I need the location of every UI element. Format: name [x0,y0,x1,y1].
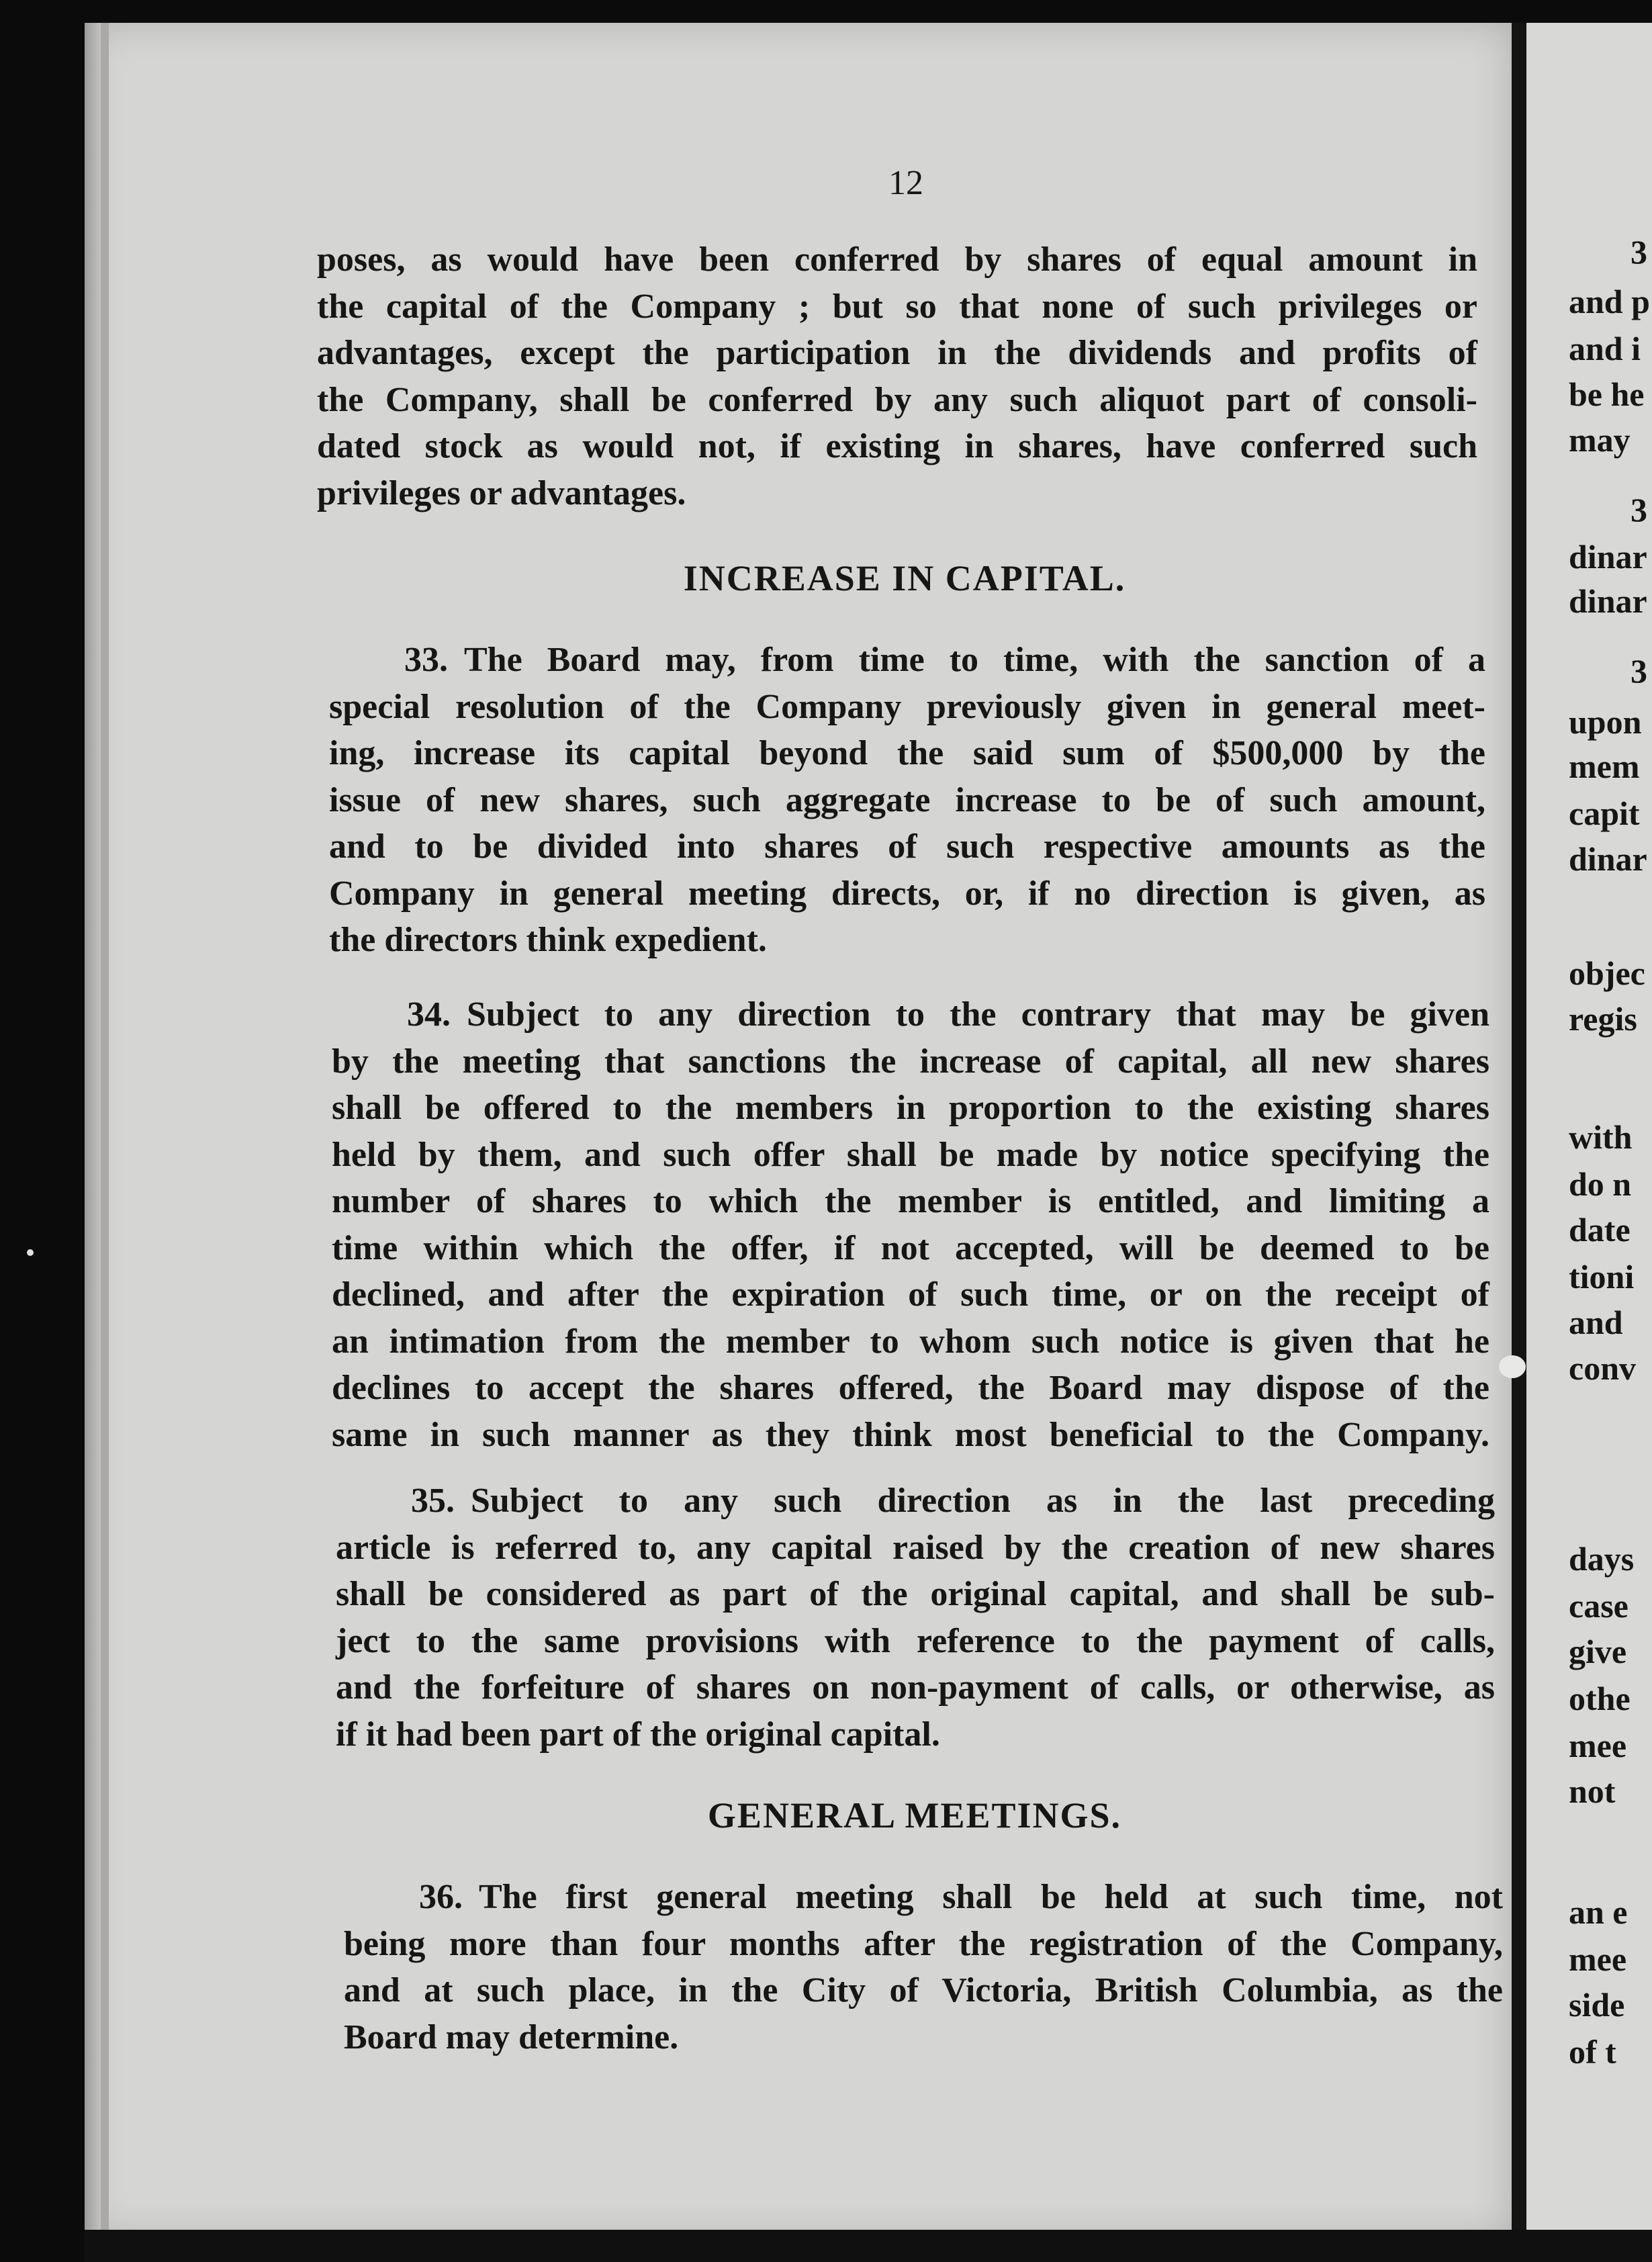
article-number: 35. [411,1482,455,1520]
text-line-content: Subject to any direction to the contrary that may be given [467,995,1489,1034]
text-line: special resolution of the Company previously given in general meet- [329,687,1485,726]
right-page-fragment: with [1569,1118,1633,1156]
text-line: declined, and after the expiration of such time, or on the receipt of [332,1275,1489,1314]
text-line: shall be considered as part of the original capital, and shall be sub- [336,1575,1495,1613]
right-page-fragment: date [1569,1211,1631,1249]
right-page-fragment: dinar [1569,840,1647,878]
text-line: shall be offered to the members in proportion to the existing shares [332,1089,1489,1127]
text-line: Board may determine. [344,2018,679,2056]
text-line: and at such place, in the City of Victoria, British Columbia, as the [344,1971,1503,2009]
text-line-first [344,1874,1503,1921]
text-line: and to be divided into shares of such respective amounts as the [329,827,1485,866]
book-gutter [1512,23,1526,2239]
right-page-fragment: and i [1569,330,1641,367]
text-line: if it had been part of the original capital. [336,1715,940,1754]
right-page-fragment: and [1569,1304,1623,1341]
page-bottom-shadow [85,2230,1652,2262]
right-page-fragment: upon [1569,703,1642,741]
right-page-fragment: side [1569,1986,1625,2024]
right-page-fragment: days [1569,1540,1635,1578]
right-page-fragment: 3 [1631,652,1647,690]
text-line: an intimation from the member to whom such notice is given that he [332,1322,1489,1361]
text-line: held by them, and such offer shall be made by notice specifying the [332,1135,1489,1174]
page-number: 12 [888,164,923,202]
article-number: 33. [404,641,448,679]
paragraph-continuation [317,236,1477,516]
text-line-first [336,1478,1495,1525]
article-34 [332,991,1489,1458]
section-heading-increase-in-capital: INCREASE IN CAPITAL. [683,558,1126,598]
page-edge-shadow-inner [101,23,109,2239]
article-36 [344,1874,1503,2061]
article-33 [329,637,1485,964]
right-page-fragment: 3 [1631,233,1647,271]
scan-speck [1499,1355,1526,1378]
text-line: ject to the same provisions with reference to the payment of calls, [336,1621,1495,1660]
text-line: declines to accept the shares offered, the Board may dispose of the [332,1369,1489,1407]
text-line: dated stock as would not, if existing in shares, have conferred such [317,427,1477,465]
text-line: the Company, shall be conferred by any such aliquot part of consoli- [317,380,1477,419]
right-page-fragment: conv [1569,1349,1636,1387]
right-page-fragment: othe [1569,1680,1631,1717]
text-line-content: The first general meeting shall be held at such time, not [479,1878,1503,1916]
text-line: the capital of the Company ; but so that none of such privileges or [317,287,1477,326]
right-page-fragment: may [1569,421,1631,459]
right-page-fragment: case [1569,1587,1628,1625]
text-line: by the meeting that sanctions the increase of capital, all new shares [332,1042,1489,1081]
section-heading-general-meetings: GENERAL MEETINGS. [707,1795,1122,1836]
text-line: article is referred to, any capital raised by the creation of new shares [336,1528,1495,1567]
text-line: advantages, except the participation in the dividends and profits of [317,334,1477,372]
text-line: same in such manner as they think most beneficial to the Company. [332,1415,1489,1454]
text-line: the directors think expedient. [329,921,767,959]
text-line: number of shares to which the member is entitled, and limiting a [332,1182,1489,1220]
text-line: privileges or advantages. [317,473,686,512]
text-line: time within which the offer, if not accepted, will be deemed to be [332,1228,1489,1267]
article-35 [336,1478,1495,1758]
right-page-fragment: and p [1569,283,1650,320]
text-line-first [329,637,1485,684]
right-page-fragment: mem [1569,748,1640,785]
article-number: 34. [407,995,451,1034]
text-line: issue of new shares, such aggregate increase to be of such amount, [329,780,1485,819]
right-page-fragment: 3 [1631,491,1647,529]
right-page-fragment: capit [1569,795,1640,832]
article-number: 36. [419,1878,463,1916]
right-page-fragment: tioni [1569,1258,1635,1296]
right-page-fragment: be he [1569,375,1645,413]
right-page-fragment: not [1569,1772,1616,1810]
right-page-fragment: give [1569,1633,1627,1670]
right-page-fragment: do n [1569,1165,1632,1203]
text-line-content: Subject to any such direction as in the last preceding [471,1482,1495,1520]
right-page-fragment: objec [1569,954,1645,992]
text-line: ing, increase its capital beyond the said sum of $500,000 by the [329,734,1485,772]
scan-speck [27,1249,34,1256]
right-page-fragment: mee [1569,1940,1627,1978]
text-line: and the forfeiture of shares on non-payment of calls, or otherwise, as [336,1668,1495,1707]
text-line-content: The Board may, from time to time, with the sanction of a [464,641,1485,679]
right-page-fragment: dinar [1569,582,1647,620]
right-page-fragment: dinar [1569,538,1647,576]
right-page-fragment: regis [1569,1000,1637,1038]
right-page-fragment: mee [1569,1727,1627,1764]
text-line: poses, as would have been conferred by shares of equal amount in [317,240,1477,279]
text-line-first [332,991,1489,1038]
right-page-fragment: an e [1569,1893,1628,1931]
text-line: Company in general meeting directs, or, if no direction is given, as [329,874,1485,913]
text-line: being more than four months after the registration of the Company, [344,1924,1503,1963]
right-page-fragment: of t [1569,2033,1616,2071]
